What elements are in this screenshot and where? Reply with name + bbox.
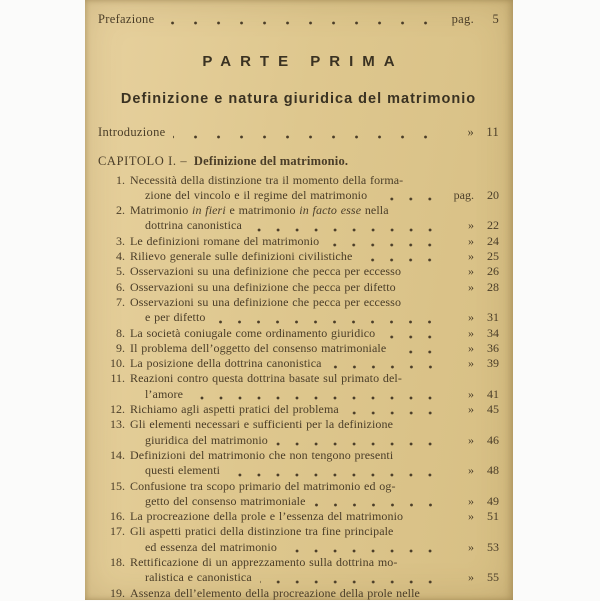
- leader-dots: [360, 251, 446, 263]
- leader-dots: [394, 343, 446, 355]
- toc-row: [98, 417, 499, 432]
- row-text: ed essenza del matrimonio: [145, 539, 277, 554]
- page-ref-mark: »: [468, 509, 474, 524]
- leader-dots: [375, 190, 446, 202]
- leader-dots: [162, 14, 446, 26]
- row-number: 11.: [110, 371, 125, 386]
- row-number: 12.: [110, 402, 125, 417]
- toc-row: [98, 387, 499, 402]
- row-number: 17.: [110, 524, 125, 539]
- page-ref-mark: pag.: [453, 187, 474, 202]
- toc-row: [98, 570, 499, 585]
- row-number: 6.: [116, 279, 125, 294]
- page-number: 5: [492, 12, 499, 26]
- page-number: 45: [487, 402, 499, 417]
- row-number: 8.: [116, 325, 125, 340]
- row-text: questi elementi: [145, 463, 221, 478]
- page-number: 31: [487, 310, 499, 325]
- toc-row: [98, 463, 499, 478]
- leader-dots: [260, 573, 446, 585]
- row-text: Confusione tra scopo primario del matrimonio ed og-: [130, 478, 396, 493]
- introduction-row: [98, 125, 499, 140]
- leader-dots: [411, 511, 446, 523]
- toc-row: [98, 356, 499, 371]
- row-number: 3.: [116, 233, 125, 248]
- page-ref-mark: »: [467, 125, 474, 140]
- leader-dots: [228, 466, 446, 478]
- leader-dots: [213, 313, 446, 325]
- toc-row: [98, 479, 499, 494]
- page-ref-mark: »: [468, 570, 474, 585]
- row-text: giuridica del matrimonio: [145, 432, 268, 447]
- row-text: Osservazioni su una definizione che pecca per eccesso: [130, 294, 402, 309]
- page-number: 49: [487, 493, 499, 508]
- page-number: 34: [487, 325, 499, 340]
- toc-row: [98, 540, 499, 555]
- leader-dots: [327, 236, 446, 248]
- row-number: 13.: [110, 417, 125, 432]
- chapter-label: CAPITOLO I. –: [98, 153, 188, 168]
- row-text: Reazioni contro questa dottrina basate sul primato del-: [130, 371, 402, 386]
- page-number: 53: [487, 539, 499, 554]
- page-ref-mark: »: [468, 218, 474, 233]
- page-number: 24: [487, 233, 499, 248]
- page-ref-mark: »: [468, 264, 474, 279]
- page-ref-mark: pag.: [451, 12, 474, 26]
- introduction-label: Introduzione: [98, 125, 166, 140]
- toc-row: [98, 280, 499, 295]
- row-number: 9.: [116, 340, 125, 355]
- page-number: 46: [487, 432, 499, 447]
- row-text: Rettificazione di un apprezzamento sulla dottrina mo-: [130, 555, 398, 570]
- leader-dots: [409, 267, 446, 279]
- row-text: Rilievo generale sulle definizioni civilistiche: [130, 249, 353, 264]
- leader-dots: [330, 358, 446, 370]
- toc-row: [98, 524, 499, 539]
- leader-dots: [250, 221, 446, 233]
- toc-row: [98, 218, 499, 233]
- row-number: 7.: [116, 294, 125, 309]
- row-text: La società coniugale come ordinamento giuridico: [130, 325, 376, 340]
- toc-row: [98, 326, 499, 341]
- leader-dots: [383, 328, 446, 340]
- leader-dots: [285, 542, 446, 554]
- page-number: 39: [487, 356, 499, 371]
- row-text: Le definizioni romane del matrimonio: [130, 233, 320, 248]
- page-ref-mark: »: [468, 463, 474, 478]
- leader-dots: [347, 404, 446, 416]
- row-number: 16.: [110, 509, 125, 524]
- toc-row: [98, 402, 499, 417]
- page-number: 36: [487, 340, 499, 355]
- row-text: Osservazioni su una definizione che pecca per eccesso: [130, 264, 402, 279]
- preface-label: Prefazione: [98, 12, 155, 26]
- toc-row: [98, 310, 499, 325]
- row-text: dottrina canonistica: [145, 218, 242, 233]
- page-ref-mark: »: [468, 249, 474, 264]
- toc-row: [98, 203, 499, 218]
- page-number: 25: [487, 249, 499, 264]
- row-number: 1.: [116, 172, 125, 187]
- leader-dots: [276, 435, 446, 447]
- part-title: PARTE PRIMA: [202, 53, 404, 71]
- toc-row: [98, 234, 499, 249]
- row-text: zione del vincolo e il regime del matrimonio: [145, 187, 368, 202]
- row-number: 19.: [110, 585, 125, 600]
- page-ref-mark: »: [468, 539, 474, 554]
- toc-row: [98, 509, 499, 524]
- page-number: 41: [487, 386, 499, 401]
- page-ref-mark: »: [468, 233, 474, 248]
- toc-row: [98, 371, 499, 386]
- toc-row: [98, 586, 499, 601]
- page-ref-mark: »: [468, 279, 474, 294]
- page-ref-mark: »: [468, 386, 474, 401]
- row-number: 2.: [116, 203, 125, 218]
- leader-dots: [191, 389, 446, 401]
- row-text: ralistica e canonistica: [145, 570, 252, 585]
- toc-row: [98, 295, 499, 310]
- row-text: La procreazione della prole e l’essenza del matrimonio: [130, 509, 404, 524]
- page-number: 11: [486, 125, 499, 140]
- row-number: 14.: [110, 447, 125, 462]
- page-ref-mark: »: [468, 402, 474, 417]
- page-ref-mark: »: [468, 325, 474, 340]
- page-number: 48: [487, 463, 499, 478]
- toc-row: [98, 188, 499, 203]
- book-page: [85, 0, 513, 600]
- row-text: Il problema dell’oggetto del consenso matrimoniale: [130, 340, 387, 355]
- page-ref-mark: »: [468, 310, 474, 325]
- row-number: 5.: [116, 264, 125, 279]
- page-ref-mark: »: [468, 493, 474, 508]
- page-number: 28: [487, 279, 499, 294]
- part-subtitle: Definizione e natura giuridica del matrimonio: [120, 91, 477, 108]
- row-number: 10.: [110, 356, 125, 371]
- leader-dots: [314, 496, 446, 508]
- toc-row: [98, 173, 499, 188]
- row-text: Gli elementi necessari e sufficienti per la definizione: [130, 417, 394, 432]
- chapter-title: Definizione del matrimonio.: [193, 153, 349, 168]
- chapter-heading: [98, 154, 499, 169]
- row-text: l’amore: [145, 386, 184, 401]
- page-ref-mark: »: [468, 340, 474, 355]
- leader-dots: [173, 128, 446, 140]
- row-text: e per difetto: [145, 310, 206, 325]
- row-text: Richiamo agli aspetti pratici del problema: [130, 402, 339, 417]
- page-number: 26: [487, 264, 499, 279]
- row-text: La posizione della dottrina canonistica: [130, 356, 322, 371]
- row-text: Necessità della distinzione tra il momento della forma-: [130, 172, 404, 187]
- page-number: 22: [487, 218, 499, 233]
- toc-row: [98, 494, 499, 509]
- row-text: Definizioni del matrimonio che non tengono presenti: [130, 447, 394, 462]
- row-number: 15.: [110, 478, 125, 493]
- toc-list: [98, 173, 499, 601]
- toc-row: [98, 433, 499, 448]
- toc-row: [98, 448, 499, 463]
- row-text: Osservazioni su una definizione che pecca per difetto: [130, 279, 396, 294]
- row-text: Matrimonio in fieri e matrimonio in facto esse nella: [130, 203, 389, 218]
- preface-row: [98, 12, 499, 27]
- toc-row: [98, 341, 499, 356]
- page-ref-mark: »: [468, 432, 474, 447]
- row-text: Gli aspetti pratici della distinzione tra fine principale: [130, 524, 394, 539]
- page-number: 55: [487, 570, 499, 585]
- row-number: 4.: [116, 249, 125, 264]
- row-text: getto del consenso matrimoniale: [145, 493, 306, 508]
- page-number: 20: [487, 187, 499, 202]
- toc-row: [98, 249, 499, 264]
- page-ref-mark: »: [468, 356, 474, 371]
- leader-dots: [404, 282, 446, 294]
- page-number: 51: [487, 509, 499, 524]
- row-number: 18.: [110, 555, 125, 570]
- toc-row: [98, 555, 499, 570]
- toc-row: [98, 264, 499, 279]
- row-text: Assenza dell’elemento della procreazione della prole nelle: [130, 585, 420, 600]
